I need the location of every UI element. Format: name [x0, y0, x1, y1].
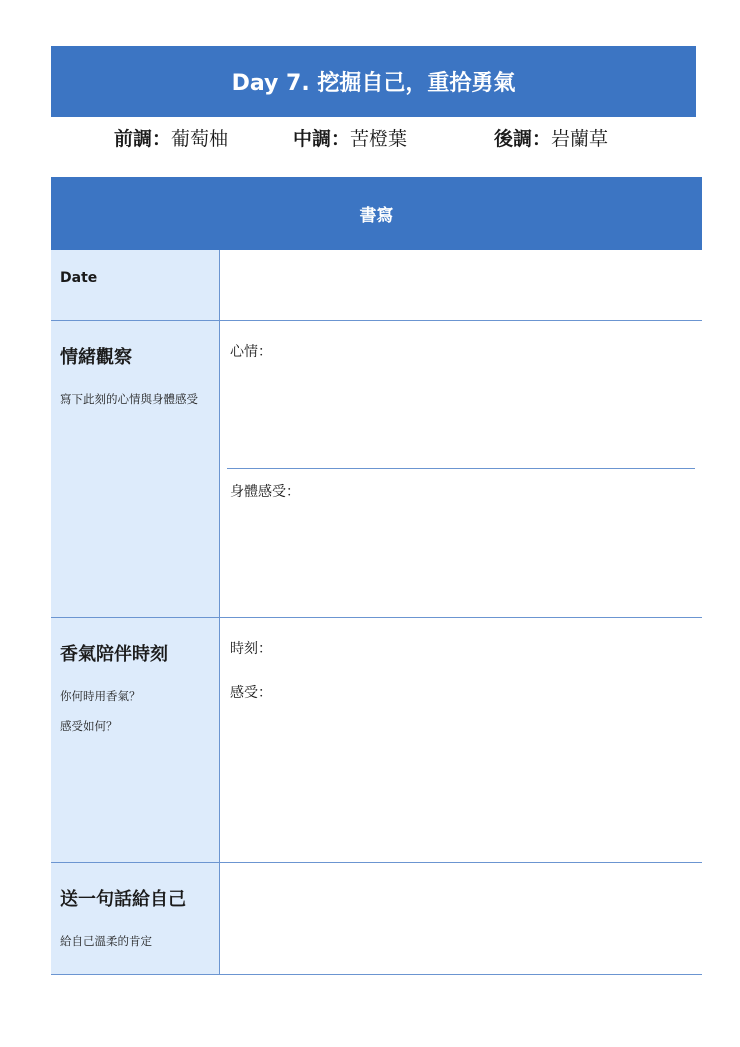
- feeling-label: 感受：: [230, 685, 272, 701]
- emotion-subtitle: 寫下此刻的心情與身體感受: [60, 392, 198, 406]
- table-header: 書寫: [51, 177, 702, 250]
- scent-writing-area[interactable]: [220, 618, 702, 862]
- time-label: 時刻：: [230, 641, 272, 657]
- page-title: Day 7. 挖掘自己，重拾勇氣: [51, 46, 696, 117]
- scent-question-1: 你何時用香氣？: [60, 689, 141, 703]
- middle-note-key: 中調：: [293, 128, 351, 150]
- scent-label-cell: [51, 618, 220, 862]
- message-writing-area[interactable]: [220, 863, 702, 974]
- date-label-cell: [51, 250, 220, 320]
- inner-divider: [227, 468, 695, 469]
- message-subtitle: 給自己溫柔的肯定: [60, 934, 152, 948]
- emotion-label-cell: [51, 321, 220, 617]
- message-label-cell: [51, 863, 220, 974]
- top-note-key: 前調：: [114, 128, 172, 150]
- top-note: [114, 124, 228, 151]
- date-label: Date: [60, 270, 98, 286]
- date-field[interactable]: [220, 250, 702, 320]
- emotion-title: 情緒觀察: [60, 347, 132, 368]
- writing-table: [51, 177, 702, 975]
- scent-row: [51, 618, 702, 863]
- message-row: [51, 863, 702, 975]
- message-title: 送一句話給自己: [60, 889, 186, 910]
- base-note-value: 岩蘭草: [551, 128, 609, 150]
- emotion-writing-area[interactable]: [220, 321, 702, 617]
- middle-note: [293, 124, 407, 151]
- mood-label: 心情：: [230, 344, 272, 360]
- top-note-value: 葡萄柚: [171, 128, 229, 150]
- scent-notes: [0, 120, 740, 152]
- scent-question-2: 感受如何？: [60, 719, 118, 733]
- scent-title: 香氣陪伴時刻: [60, 644, 168, 665]
- body-feeling-label: 身體感受：: [230, 484, 300, 500]
- date-row: [51, 250, 702, 321]
- emotion-row: [51, 321, 702, 618]
- base-note: [494, 124, 608, 151]
- base-note-key: 後調：: [494, 128, 552, 150]
- middle-note-value: 苦橙葉: [350, 128, 408, 150]
